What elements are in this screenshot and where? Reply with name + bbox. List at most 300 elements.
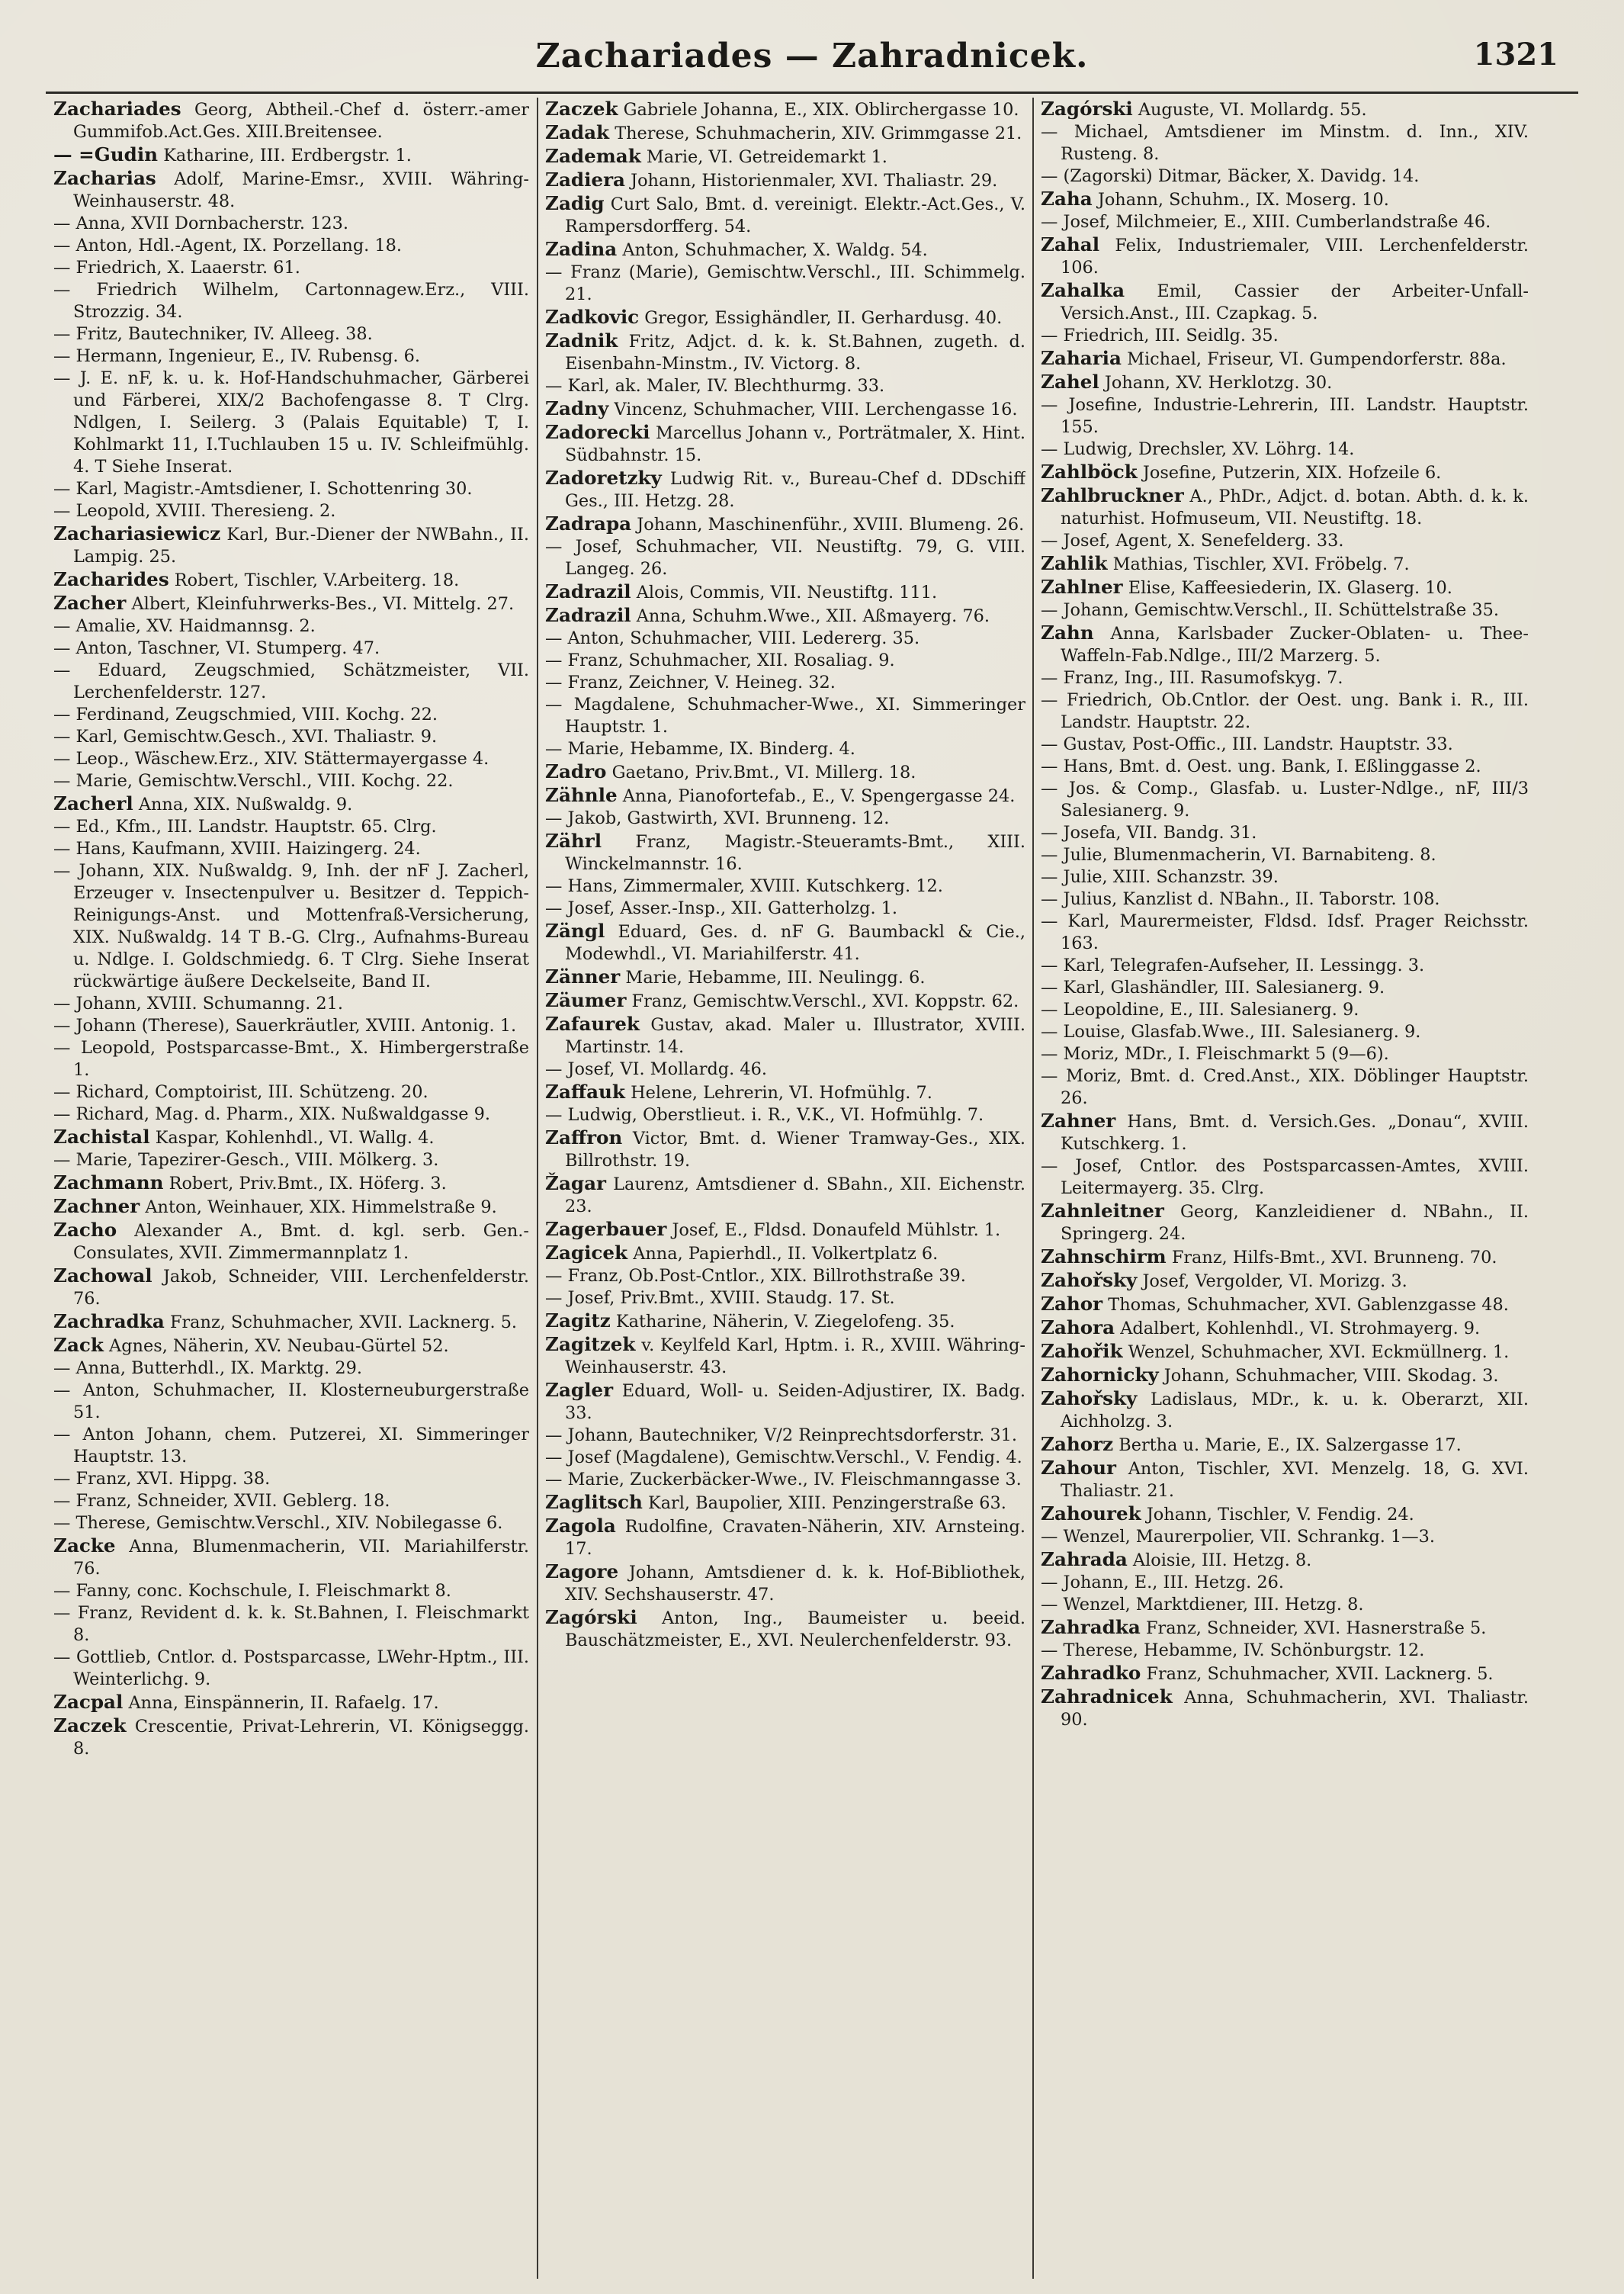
directory-entry <box>545 512 1025 536</box>
directory-entry <box>53 143 529 167</box>
entry-details: Alexander A., Bmt. d. kgl. serb. Gen.-Consulates, XVII. Zimmermannplatz 1. <box>73 1221 529 1263</box>
entry-details: Helene, Lehrerin, VI. Hofmühlg. 7. <box>631 1083 932 1103</box>
entry-surname: Zachariades <box>53 98 181 120</box>
entry-details: Anna, Einspännerin, II. Rafaelg. 17. <box>128 1693 439 1713</box>
entry-surname: Zahel <box>1041 371 1099 393</box>
directory-entry <box>53 568 529 592</box>
directory-entry <box>1041 1548 1529 1572</box>
entry-details: — Josef, Agent, X. Senefelderg. 33. <box>1041 531 1344 551</box>
directory-entry <box>1041 622 1529 667</box>
directory-entry <box>53 1602 529 1647</box>
directory-entry <box>53 1037 529 1081</box>
directory-entry <box>1041 347 1529 371</box>
directory-entry <box>545 1560 1025 1606</box>
entry-details: Anton, Schuhmacher, X. Waldg. 54. <box>622 240 928 260</box>
directory-entry <box>545 1218 1025 1242</box>
entry-details: — Johann, E., III. Hetzg. 26. <box>1041 1573 1285 1592</box>
entry-details: — Josef, VI. Mollardg. 46. <box>545 1059 767 1079</box>
directory-entry <box>53 279 529 323</box>
entry-details: — Marie, Gemischtw.Verschl., VIII. Kochg. 22. <box>53 771 454 791</box>
entry-details: — Wenzel, Marktdiener, III. Hetzg. 8. <box>1041 1595 1364 1614</box>
entry-details: Karl, Bur.-Diener der NWBahn., II. Lampig. 25. <box>73 525 529 567</box>
entry-details: Bertha u. Marie, E., IX. Salzergasse 17. <box>1119 1435 1462 1455</box>
entry-details: Kaspar, Kohlenhdl., VI. Wallg. 4. <box>155 1128 435 1148</box>
entry-details: — Josef, Milchmeier, E., XIII. Cumberlandstraße 46. <box>1041 212 1491 232</box>
entry-details: Fritz, Adjct. d. k. k. St.Bahnen, zugeth. d. Eisenbahn-Minstm., IV. Victorg. 8. <box>565 332 1025 374</box>
directory-entry <box>53 1490 529 1512</box>
entry-surname: Zänner <box>545 965 621 988</box>
entry-details: Katharine, III. Erdbergstr. 1. <box>163 146 412 165</box>
entry-details: Gregor, Essighändler, II. Gerhardusg. 40. <box>644 308 1003 328</box>
entry-surname: Zacher <box>53 592 127 614</box>
entry-details: Franz, Schneider, XVI. Hasnerstraße 5. <box>1145 1618 1487 1638</box>
entry-details: — Wenzel, Maurerpolier, VII. Schrankg. 1—3. <box>1041 1527 1436 1547</box>
column-divider <box>537 98 538 2279</box>
entry-surname: Zahor <box>1041 1293 1103 1315</box>
directory-entry <box>545 329 1025 375</box>
directory-entry <box>545 628 1025 650</box>
directory-entry <box>53 638 529 660</box>
entry-details: Wenzel, Schuhmacher, XVI. Eckmüllnerg. 1. <box>1128 1342 1510 1362</box>
entry-details: Karl, Baupolier, XIII. Penzingerstraße 63. <box>647 1493 1006 1513</box>
directory-entry <box>53 1310 529 1334</box>
directory-entry <box>53 1081 529 1104</box>
directory-entry <box>53 98 529 143</box>
entry-surname: Zähnle <box>545 784 618 806</box>
directory-entry <box>1041 121 1529 165</box>
directory-entry <box>1041 1433 1529 1457</box>
entry-surname: Zahnleitner <box>1041 1200 1164 1222</box>
entry-details: — Moriz, Bmt. d. Cred.Anst., XIX. Döblinger Hauptstr. 26. <box>1041 1066 1529 1108</box>
entry-details: v. Keylfeld Karl, Hptm. i. R., XVIII. Währing-Weinhauserstr. 43. <box>565 1335 1025 1377</box>
entry-details: — Franz, Schneider, XVII. Geblerg. 18. <box>53 1491 390 1511</box>
directory-entry <box>53 1195 529 1219</box>
directory-entry <box>545 830 1025 876</box>
directory-entry <box>53 1264 529 1310</box>
entry-details: — Therese, Gemischtw.Verschl., XIV. Nobilegasse 6. <box>53 1513 503 1533</box>
directory-entry <box>53 1580 529 1602</box>
entry-details: — Karl, Maurermeister, Fldsd. Idsf. Prager Reichsstr. 163. <box>1041 911 1529 953</box>
entry-details: — Anton, Taschner, VI. Stumperg. 47. <box>53 638 380 658</box>
directory-entry <box>1041 888 1529 911</box>
directory-entry <box>1041 734 1529 756</box>
directory-entry <box>53 1104 529 1126</box>
directory-entry <box>53 1219 529 1264</box>
directory-entry <box>545 1491 1025 1515</box>
entry-details: — Anton, Schuhmacher, II. Klosterneuburgerstraße 51. <box>53 1380 529 1422</box>
entry-surname: Zadny <box>545 397 609 419</box>
entry-surname: Zagicek <box>545 1242 628 1264</box>
directory-entry <box>545 1104 1025 1126</box>
entry-details: Jakob, Schneider, VIII. Lerchenfelderstr. 76. <box>73 1267 529 1309</box>
entry-details: Crescentie, Privat-Lehrerin, VI. Königseggg. 8. <box>73 1717 529 1759</box>
entry-details: — Karl, Gemischtw.Gesch., XVI. Thaliastr. 9. <box>53 727 438 747</box>
entry-details: — Marie, Zuckerbäcker-Wwe., IV. Fleischmanngasse 3. <box>545 1470 1022 1489</box>
directory-entry <box>1041 778 1529 822</box>
entry-details: — Leopold, XVIII. Theresieng. 2. <box>53 501 336 521</box>
entry-surname: Zahora <box>1041 1316 1115 1338</box>
directory-entry <box>53 860 529 993</box>
entry-details: Rudolfine, Cravaten-Näherin, XIV. Arnsteing. 17. <box>565 1517 1025 1559</box>
directory-entry <box>1041 1457 1529 1502</box>
entry-details: — Hans, Kaufmann, XVIII. Haizingerg. 24. <box>53 839 421 859</box>
directory-entry <box>53 1714 529 1760</box>
directory-entry <box>53 1171 529 1195</box>
directory-entry <box>545 145 1025 169</box>
directory-entry <box>545 1515 1025 1560</box>
directory-entry <box>53 235 529 257</box>
directory-entry <box>1041 211 1529 233</box>
entry-details: Johann, Tischler, V. Fendig. 24. <box>1146 1505 1414 1525</box>
directory-entry <box>545 467 1025 512</box>
directory-entry <box>53 1468 529 1490</box>
entry-surname: Zahlik <box>1041 552 1108 574</box>
directory-entry <box>53 345 529 368</box>
directory-entry <box>1041 1572 1529 1594</box>
directory-entry <box>53 838 529 860</box>
directory-entry <box>1041 1245 1529 1269</box>
entry-details: Emil, Cassier der Arbeiter-Unfall-Versich.Anst., III. Czapkag. 5. <box>1061 281 1529 323</box>
directory-entry <box>1041 552 1529 576</box>
entry-surname: Zacke <box>53 1534 116 1557</box>
directory-entry <box>53 522 529 568</box>
entry-details: — Amalie, XV. Haidmannsg. 2. <box>53 616 316 636</box>
entry-surname: Zadorecki <box>545 421 650 443</box>
directory-entry <box>545 1379 1025 1425</box>
directory-entry <box>545 650 1025 672</box>
entry-details: — Ludwig, Oberstlieut. i. R., V.K., VI. Hofmühlg. 7. <box>545 1105 984 1125</box>
entry-surname: Zahlner <box>1041 576 1123 598</box>
entry-details: — Hermann, Ingenieur, E., IV. Rubensg. 6. <box>53 346 420 366</box>
entry-details: — Franz, XVI. Hippg. 38. <box>53 1469 271 1489</box>
entry-surname: Zachner <box>53 1195 140 1217</box>
directory-entry <box>545 262 1025 306</box>
directory-entry <box>1041 279 1529 325</box>
directory-entry <box>1041 1200 1529 1245</box>
entry-details: — Fanny, conc. Kochschule, I. Fleischmarkt 8. <box>53 1581 451 1601</box>
entry-details: — Josefa, VII. Bandg. 31. <box>1041 823 1257 843</box>
entry-surname: Zachariasiewicz <box>53 522 221 545</box>
entry-details: Ladislaus, MDr., k. u. k. Oberarzt, XII. Aichholzg. 3. <box>1061 1390 1529 1431</box>
directory-entry <box>53 213 529 235</box>
entry-details: Thomas, Schuhmacher, XVI. Gablenzgasse 48. <box>1108 1295 1509 1315</box>
entry-surname: Zagore <box>545 1560 619 1582</box>
directory-entry <box>53 323 529 345</box>
directory-entry <box>1041 1616 1529 1640</box>
entry-details: Alois, Commis, VII. Neustiftg. 111. <box>636 583 938 602</box>
entry-surname: Zahorz <box>1041 1433 1114 1455</box>
entry-surname: Zacharides <box>53 568 169 590</box>
column-right <box>1041 98 1529 2279</box>
entry-details: — Johann, Gemischtw.Verschl., II. Schüttelstraße 35. <box>1041 600 1499 620</box>
directory-entry <box>545 898 1025 920</box>
entry-details: — Fritz, Bautechniker, IV. Alleeg. 38. <box>53 324 373 344</box>
directory-entry <box>545 98 1025 121</box>
directory-entry <box>53 1534 529 1580</box>
entry-details: — Richard, Mag. d. Pharm., XIX. Nußwaldgasse 9. <box>53 1104 490 1124</box>
entry-details: Johann, Schuhmacher, VIII. Skodag. 3. <box>1163 1366 1499 1386</box>
entry-surname: Zagler <box>545 1379 614 1401</box>
entry-surname: Zahradka <box>1041 1616 1141 1638</box>
entry-surname: Zahradko <box>1041 1662 1141 1684</box>
directory-entry <box>545 694 1025 738</box>
entry-details: Eduard, Ges. d. nF G. Baumbackl & Cie., Modewhdl., VI. Mariahilferstr. 41. <box>565 922 1025 964</box>
entry-surname: Zadina <box>545 238 618 260</box>
entry-surname: Zadoretzky <box>545 467 662 489</box>
entry-surname: Zahradnicek <box>1041 1685 1173 1708</box>
entry-surname: Zaczek <box>545 98 618 120</box>
entry-surname: Zadrapa <box>545 512 632 535</box>
entry-details: Anna, Schuhm.Wwe., XII. Aßmayerg. 76. <box>636 606 990 626</box>
entry-details: — Franz, Revident d. k. k. St.Bahnen, I. Fleischmarkt 8. <box>53 1603 529 1645</box>
entry-details: Adolf, Marine-Emsr., XVIII. Währing-Weinhauserstr. 48. <box>73 169 529 211</box>
directory-entry <box>53 993 529 1015</box>
entry-details: Marcellus Johann v., Porträtmaler, X. Hint. Südbahnstr. 15. <box>565 423 1025 465</box>
entry-details: Agnes, Näherin, XV. Neubau-Gürtel 52. <box>109 1336 449 1356</box>
entry-details: Franz, Schuhmacher, XVII. Lacknerg. 5. <box>169 1312 518 1332</box>
directory-entry <box>53 704 529 726</box>
directory-entry <box>545 1606 1025 1652</box>
entry-details: — Karl, ak. Maler, IV. Blechthurmg. 33. <box>545 376 885 396</box>
entry-surname: Zadrazil <box>545 604 631 626</box>
entry-surname: Zack <box>53 1334 104 1356</box>
entry-details: — Franz (Marie), Gemischtw.Verschl., III. Schimmelg. 21. <box>545 262 1025 304</box>
entry-details: — Julius, Kanzlist d. NBahn., II. Taborstr. 108. <box>1041 889 1440 909</box>
entry-surname: Zagórski <box>1041 98 1133 120</box>
entry-details: — Jos. & Comp., Glasfab. u. Luster-Ndlge., nF, III/3 Salesianerg. 9. <box>1041 779 1529 821</box>
directory-entry <box>1041 1316 1529 1340</box>
directory-entry <box>53 592 529 615</box>
entry-details: — Magdalene, Schuhmacher-Wwe., XI. Simmeringer Hauptstr. 1. <box>545 695 1025 737</box>
entry-details: — Karl, Glashändler, III. Salesianerg. 9. <box>1041 978 1385 998</box>
entry-surname: Zaffauk <box>545 1081 625 1103</box>
directory-entry <box>545 1242 1025 1265</box>
entry-details: Ludwig Rit. v., Bureau-Chef d. DDschiff Ges., III. Hetzg. 28. <box>565 469 1025 511</box>
entry-details: — Johann, Bautechniker, V/2 Reinprechtsdorferstr. 31. <box>545 1425 1017 1445</box>
directory-entry <box>1041 911 1529 955</box>
entry-surname: Zachmann <box>53 1171 164 1194</box>
directory-entry <box>1041 1155 1529 1200</box>
entry-surname: Zaharia <box>1041 347 1122 369</box>
directory-entry <box>545 920 1025 965</box>
entry-surname: Zacharias <box>53 167 156 189</box>
entry-surname: Zahlböck <box>1041 461 1138 483</box>
entry-details: Anna, XIX. Nußwaldg. 9. <box>138 795 353 814</box>
directory-entry <box>545 580 1025 604</box>
entry-details: — Franz, Ob.Post-Cntlor., XIX. Billrothstraße 39. <box>545 1266 966 1286</box>
entry-details: — Franz, Zeichner, V. Heineg. 32. <box>545 673 836 692</box>
directory-entry <box>1041 756 1529 778</box>
entry-details: Josef, Vergolder, VI. Morizg. 3. <box>1142 1271 1407 1291</box>
entry-details: Marie, Hebamme, III. Neulingg. 6. <box>625 968 926 988</box>
entry-details: Anton, Ing., Baumeister u. beeid. Bauschätzmeister, E., XVI. Neulerchenfelderstr. 93. <box>565 1608 1025 1650</box>
entry-details: — Marie, Tapezirer-Gesch., VIII. Mölkerg. 3. <box>53 1150 439 1170</box>
directory-entry <box>545 989 1025 1013</box>
directory-entry <box>1041 371 1529 394</box>
entry-surname: Zaglitsch <box>545 1491 643 1513</box>
directory-entry <box>545 121 1025 145</box>
entry-details: Anna, Pianofortefab., E., V. Spengergasse 24. <box>622 786 1016 806</box>
entry-surname: Zademak <box>545 145 641 167</box>
entry-surname: Zadkovic <box>545 306 640 328</box>
entry-details: — Johann, XIX. Nußwaldg. 9, Inh. der nF J. Zacherl, Erzeuger v. Insectenpulver u. Besitzer d. Teppich-Reinigungs-Anst. und Mottenfraß-Versicherung, XIX. Nußwaldg. 14 T B.-G. Clrg., Aufnahms-Bureau u. Ndlge. I. Goldschmiedg. 6. T Clrg. Siehe Inserat rückwärtige äußere Deckelseite, Band II. <box>53 861 529 991</box>
entry-details: — Ludwig, Drechsler, XV. Löhrg. 14. <box>1041 439 1355 459</box>
directory-entry <box>53 167 529 213</box>
directory-entry <box>545 375 1025 397</box>
entry-details: — Johann, XVIII. Schumanng. 21. <box>53 994 344 1014</box>
directory-entry <box>545 1081 1025 1104</box>
entry-details: — Julie, Blumenmacherin, VI. Barnabiteng. 8. <box>1041 845 1436 865</box>
entry-details: Anna, Blumenmacherin, VII. Mariahilferstr. 76. <box>73 1537 529 1579</box>
entry-details: Franz, Magistr.-Steueramts-Bmt., XIII. Winckelmannstr. 16. <box>565 832 1025 874</box>
entry-details: — Josef, Priv.Bmt., XVIII. Staudg. 17. St. <box>545 1288 895 1308</box>
entry-details: — Hans, Zimmermaler, XVIII. Kutschkerg. 12. <box>545 876 943 896</box>
entry-surname: Zäumer <box>545 989 627 1011</box>
directory-entry <box>1041 530 1529 552</box>
entry-details: Robert, Tischler, V.Arbeiterg. 18. <box>174 570 460 590</box>
directory-entry <box>53 1126 529 1149</box>
directory-entry <box>545 808 1025 830</box>
entry-surname: Zacherl <box>53 792 133 814</box>
entry-details: Franz, Gemischtw.Verschl., XVI. Koppstr. 62. <box>631 991 1019 1011</box>
entry-surname: Zaczek <box>53 1714 127 1737</box>
directory-entry <box>545 738 1025 760</box>
entry-surname: Zährl <box>545 830 602 852</box>
directory-entry <box>1041 1269 1529 1293</box>
directory-entry <box>53 748 529 770</box>
entry-details: Eduard, Woll- u. Seiden-Adjustirer, IX. Badg. 33. <box>565 1381 1025 1423</box>
directory-entry <box>545 1126 1025 1172</box>
directory-entry <box>53 770 529 792</box>
entry-details: Anton, Tischler, XVI. Menzelg. 18, G. XVI. Thaliastr. 21. <box>1061 1459 1529 1501</box>
directory-entry <box>1041 1364 1529 1387</box>
entry-details: Vincenz, Schuhmacher, VIII. Lerchengasse 16. <box>614 400 1018 419</box>
entry-details: — Josef, Schuhmacher, VII. Neustiftg. 79, G. VIII. Langeg. 26. <box>545 537 1025 579</box>
entry-details: — Moriz, MDr., I. Fleischmarkt 5 (9—6). <box>1041 1044 1389 1064</box>
directory-entry <box>545 784 1025 808</box>
directory-entry <box>53 1149 529 1171</box>
entry-details: Victor, Bmt. d. Wiener Tramway-Ges., XIX. Billrothstr. 19. <box>565 1129 1025 1171</box>
directory-entry <box>1041 866 1529 888</box>
directory-entry <box>53 478 529 500</box>
directory-entry <box>53 726 529 748</box>
entry-details: Johann, Maschinenführ., XVIII. Blumeng. 26. <box>637 515 1025 535</box>
entry-surname: Zacpal <box>53 1691 124 1713</box>
entry-details: — Leopoldine, E., III. Salesianerg. 9. <box>1041 1000 1359 1020</box>
entry-details: — Josef (Magdalene), Gemischtw.Verschl., V. Fendig. 4. <box>545 1447 1022 1467</box>
entry-surname: Zagola <box>545 1515 616 1537</box>
entry-details: Anna, Papierhdl., II. Volkertplatz 6. <box>633 1244 939 1264</box>
entry-surname: Zahrada <box>1041 1548 1128 1570</box>
directory-entry <box>53 500 529 522</box>
directory-entry <box>545 1469 1025 1491</box>
entry-details: Michael, Friseur, VI. Gumpendorferstr. 88a. <box>1127 349 1507 369</box>
entry-details: Gabriele Johanna, E., XIX. Oblirchergasse 10. <box>623 100 1019 120</box>
directory-entry <box>1041 576 1529 599</box>
entry-surname: Zachowal <box>53 1264 152 1287</box>
entry-details: Katharine, Näherin, V. Ziegelofeng. 35. <box>615 1312 955 1332</box>
directory-entry <box>1041 461 1529 484</box>
directory-entry <box>53 1357 529 1380</box>
directory-entry <box>1041 1502 1529 1526</box>
entry-surname: Zadiera <box>545 169 625 191</box>
entry-details: Johann, Schuhm., IX. Moserg. 10. <box>1097 190 1389 210</box>
entry-details: — Josefine, Industrie-Lehrerin, III. Landstr. Hauptstr. 155. <box>1041 395 1529 437</box>
directory-entry <box>545 1287 1025 1309</box>
entry-surname: Zahn <box>1041 622 1094 644</box>
directory-entry <box>53 660 529 704</box>
entry-surname: Zängl <box>545 920 605 942</box>
directory-entry <box>53 1691 529 1714</box>
entry-details: — Jakob, Gastwirth, XVI. Brunneng. 12. <box>545 808 890 828</box>
entry-details: — Franz, Schuhmacher, XII. Rosaliag. 9. <box>545 651 895 670</box>
directory-entry <box>53 816 529 838</box>
entry-details: Marie, VI. Getreidemarkt 1. <box>646 147 887 167</box>
entry-details: — Marie, Hebamme, IX. Binderg. 4. <box>545 739 855 759</box>
entry-details: — Josef, Cntlor. des Postsparcassen-Amtes, XVIII. Leitermayerg. 35. Clrg. <box>1041 1156 1529 1198</box>
entry-details: — (Zagorski) Ditmar, Bäcker, X. Davidg. 14. <box>1041 166 1420 186</box>
directory-entry <box>1041 999 1529 1021</box>
entry-details: — Julie, XIII. Schanzstr. 39. <box>1041 867 1279 887</box>
entry-surname: Zagitz <box>545 1309 611 1332</box>
entry-surname: — =Gudin <box>53 143 159 165</box>
directory-entry <box>1041 233 1529 279</box>
directory-entry <box>1041 844 1529 866</box>
directory-entry <box>545 1265 1025 1287</box>
entry-details: Gaetano, Priv.Bmt., VI. Millerg. 18. <box>611 763 916 782</box>
entry-details: — Friedrich, Ob.Cntlor. der Oest. ung. Bank i. R., III. Landstr. Hauptstr. 22. <box>1041 690 1529 732</box>
entry-surname: Zachistal <box>53 1126 150 1148</box>
entry-surname: Zachradka <box>53 1310 165 1332</box>
entry-surname: Zafaurek <box>545 1013 640 1035</box>
entry-details: — Anton, Hdl.-Agent, IX. Porzellang. 18. <box>53 236 403 255</box>
directory-entry <box>53 1647 529 1691</box>
entry-details: Anton, Weinhauer, XIX. Himmelstraße 9. <box>145 1197 497 1217</box>
entry-details: Adalbert, Kohlenhdl., VI. Strohmayerg. 9. <box>1120 1319 1481 1338</box>
entry-details: — Michael, Amtsdiener im Minstm. d. Inn., XIV. Rusteng. 8. <box>1041 122 1529 164</box>
entry-details: Franz, Schuhmacher, XVII. Lacknerg. 5. <box>1146 1664 1494 1684</box>
entry-details: Franz, Hilfs-Bmt., XVI. Brunneng. 70. <box>1171 1248 1497 1267</box>
directory-entry <box>1041 689 1529 734</box>
entry-details: — Franz, Ing., III. Rasumofskyg. 7. <box>1041 668 1343 688</box>
directory-entry <box>1041 1043 1529 1065</box>
entry-surname: Zadak <box>545 121 610 143</box>
page-header <box>0 37 1624 85</box>
entry-details: — Gottlieb, Cntlor. d. Postsparcasse, LWehr-Hptm., III. Weinterlichg. 9. <box>53 1647 529 1689</box>
entry-details: — Friedrich, III. Seidlg. 35. <box>1041 326 1279 345</box>
entry-details: — Leopold, Postsparcasse-Bmt., X. Himbergerstraße 1. <box>53 1038 529 1080</box>
directory-entry <box>1041 439 1529 461</box>
entry-details: — Friedrich, X. Laaerstr. 61. <box>53 258 300 278</box>
directory-entry <box>545 1333 1025 1379</box>
directory-entry <box>1041 484 1529 530</box>
page-number: 1321 <box>1473 37 1558 72</box>
entry-details: — Richard, Comptoirist, III. Schützeng. 20. <box>53 1082 428 1102</box>
entry-details: Johann, Amtsdiener d. k. k. Hof-Bibliothek, XIV. Sechshauserstr. 47. <box>565 1563 1025 1605</box>
directory-entry <box>53 615 529 638</box>
directory-entry <box>545 306 1025 329</box>
directory-entry <box>53 792 529 816</box>
directory-entry <box>1041 188 1529 211</box>
entry-details: Gustav, akad. Maler u. Illustrator, XVIII. Martinstr. 14. <box>565 1015 1025 1057</box>
entry-details: Anna, Schuhmacherin, XVI. Thaliastr. 90. <box>1061 1688 1529 1730</box>
directory-entry <box>1041 1110 1529 1155</box>
entry-details: Auguste, VI. Mollardg. 55. <box>1138 100 1367 120</box>
entry-details: — Friedrich Wilhelm, Cartonnagew.Erz., VIII. Strozzig. 34. <box>53 280 529 322</box>
directory-entry <box>1041 977 1529 999</box>
entry-details: Robert, Priv.Bmt., IX. Höferg. 3. <box>168 1174 447 1194</box>
directory-entry <box>545 1013 1025 1059</box>
